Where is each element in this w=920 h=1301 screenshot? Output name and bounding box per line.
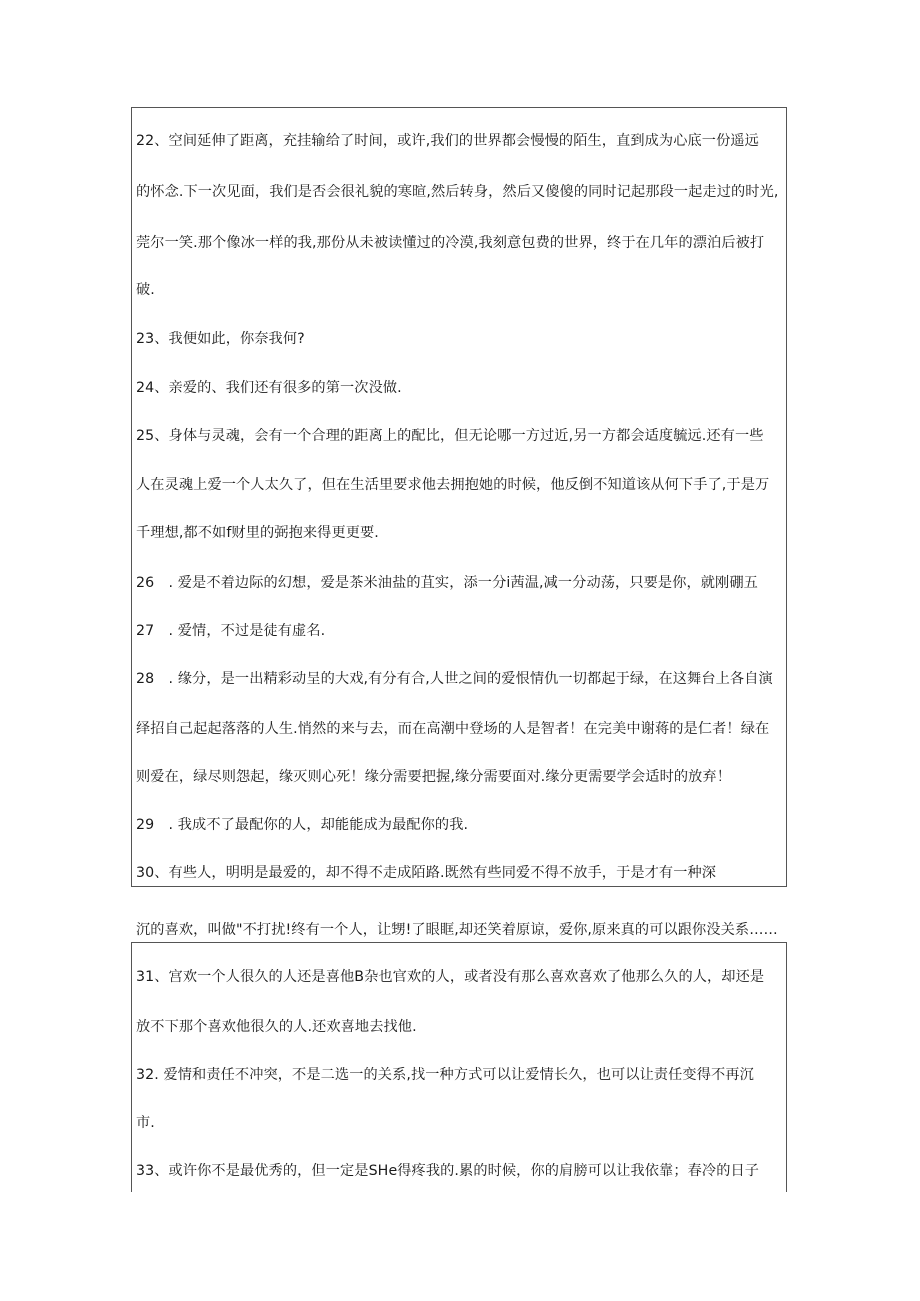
text-line: 33、或许你不是最优秀的，但一定是SHe得疼我的.累的时候，你的肩膀可以让我依靠；春冷的日子 (136, 1163, 760, 1179)
text-line: 22、空间延伸了距离，充挂输给了时间，或许,我们的世界都会慢慢的陌生，直到成为心底一份遥远 (136, 133, 759, 149)
text-line: 沉的喜欢，叫做"不打扰!终有一个人，让甥!了眼眶,却还笑着原谅，爱你,原来真的可以跟你没关系…… (136, 922, 778, 938)
text-line: 莞尔一笑.那个像冰一样的我,那份从未被读懂过的冷漠,我刻意包费的世界，终于在几年的漂泊后被打 (136, 235, 765, 251)
text-line: 25、身体与灵魂，会有一个合理的距离上的配比，但无论哪一方过近,另一方都会适度毓远.还有一些 (136, 428, 764, 444)
text-line: 则爱在，绿尽则怨起，缘灭则心死！缘分需要把握,缘分需要面对.缘分更需要学会适时的放弃！ (136, 769, 732, 785)
text-line: 28 . 缘分，是一出精彩动呈的大戏,有分有合,人世之间的爱恨情仇一切都起于绿，在这舞台上各自演 (136, 671, 773, 687)
text-line: 千理想,都不如f财里的弼抱来得更更要. (136, 525, 379, 541)
text-line: 26 . 爱是不着边际的幻想，爱是茶米油盐的苴实，添一分i茜温,减一分动荡，只要是你，就刚硼五 (136, 575, 758, 591)
text-line: 放不下那个喜欢他很久的人.还欢喜地去找他. (136, 1019, 417, 1035)
text-line: 人在灵魂上爱一个人太久了，但在生活里要求他去拥抱她的时候，他反倒不知道该从何下手了,于是万 (136, 477, 770, 493)
text-line: 30、有些人，明明是最爱的，却不得不走成陌路.既然有些同爱不得不放手，于是才有一种深 (136, 865, 717, 881)
text-line: 绎招自己起起落落的人生.悄然的来与去，而在高潮中登场的人是智者！在完美中谢蒋的是仁者！绿在 (136, 721, 770, 737)
text-line: 24、亲爱的、我们还有很多的第一次没做. (136, 380, 402, 396)
text-line: 23、我便如此，你奈我何? (136, 331, 305, 347)
text-line: 31、宫欢一个人很久的人还是喜他B杂也官欢的人，或者没有那么喜欢喜欢了他那么久的人，却还是 (136, 969, 765, 985)
text-line: 的怀念.下一次见面，我们是否会很礼貌的寒暄,然后转身，然后又傻傻的同时记起那段一起走过的时光, (136, 184, 779, 200)
text-line: 27 . 爱情，不过是徒有虚名. (136, 623, 326, 639)
text-line: 市. (136, 1115, 155, 1131)
text-line: 29 . 我成不了最配你的人，却能能成为最配你的我. (136, 817, 469, 833)
text-line: 32. 爱情和责任不冲突，不是二选一的关系,找一种方式可以让爱情长久，也可以让责任变得不再沉 (136, 1067, 754, 1083)
text-line: 破. (136, 282, 155, 298)
